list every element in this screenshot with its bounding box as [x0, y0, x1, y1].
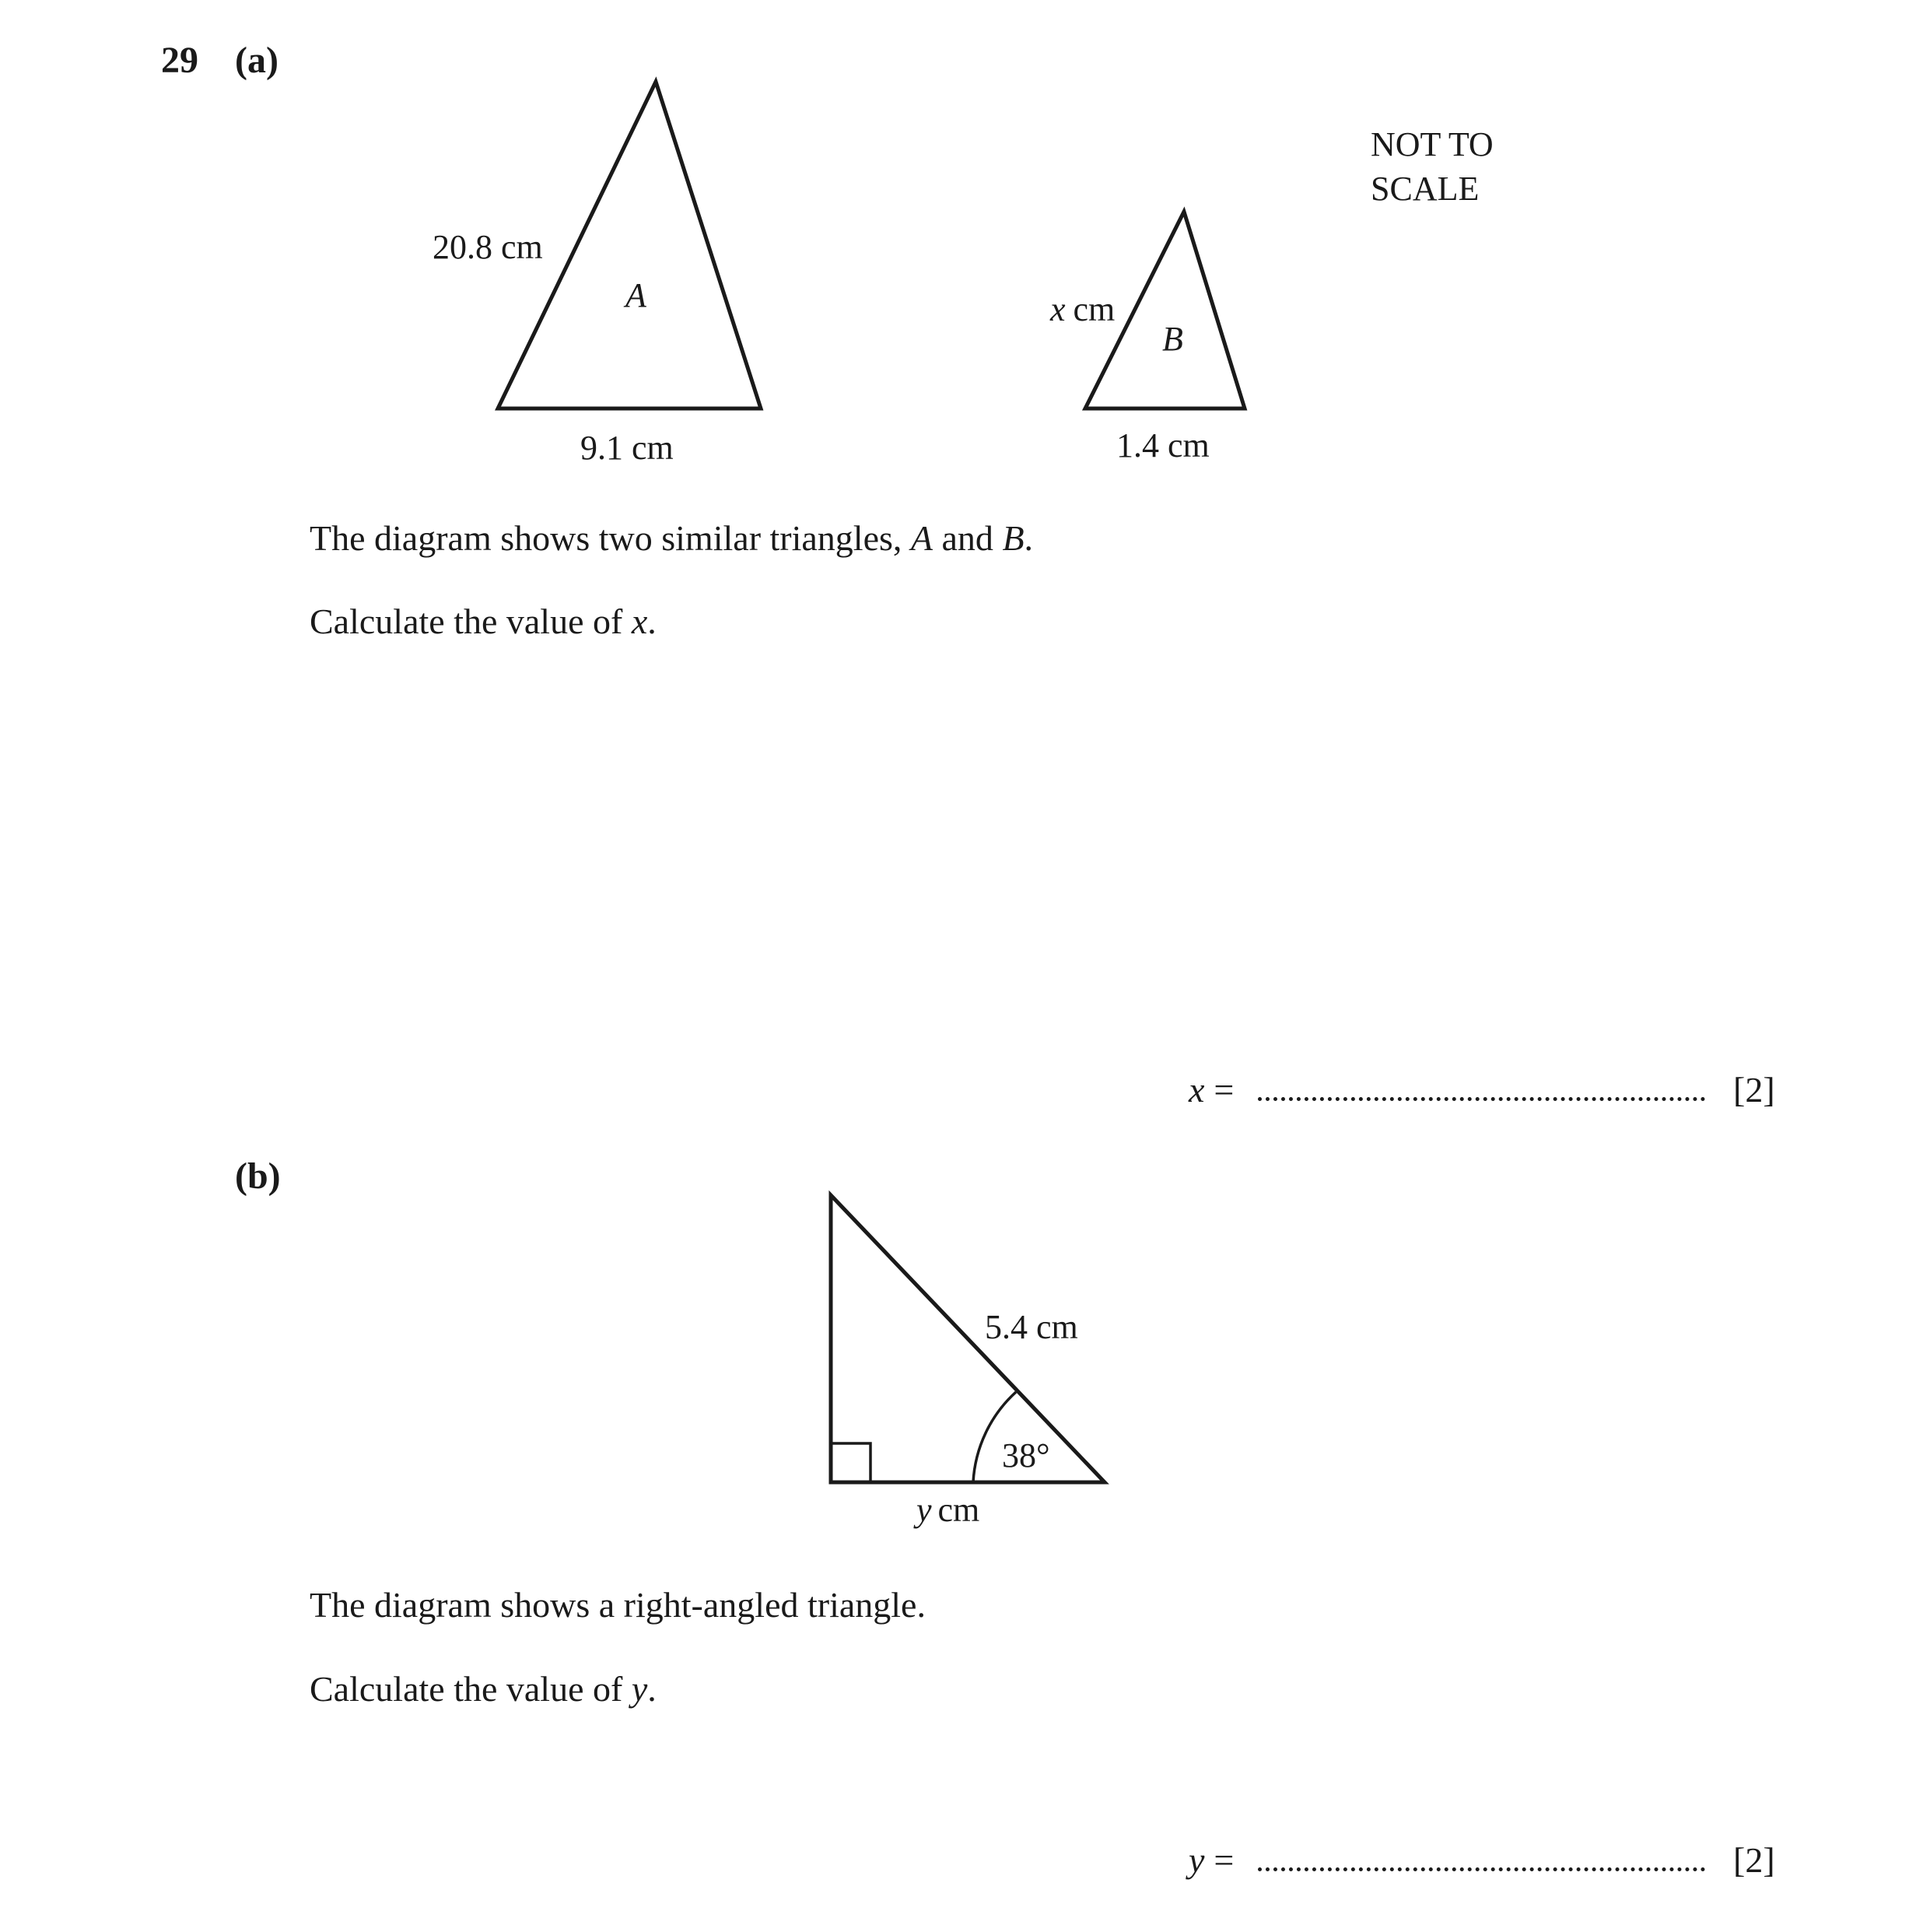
- part-b-text2: [310, 1671, 657, 1707]
- part-a-text2: [310, 601, 657, 641]
- part-b-answer-eq: =: [1214, 1840, 1235, 1880]
- part-a-text2-var: x: [631, 601, 648, 641]
- triangle-a-name: A: [625, 276, 646, 314]
- triangle-b-side-label: [1050, 290, 1116, 328]
- part-a-label: (a): [235, 40, 278, 81]
- question-number: 29: [161, 40, 198, 81]
- part-a-text1-mid: and: [933, 518, 1003, 558]
- right-angle-marker: [831, 1443, 870, 1482]
- part-b-angle-label: 38°: [1002, 1436, 1050, 1474]
- part-a-marks: [2]: [1733, 1070, 1775, 1110]
- part-a-answer-field[interactable]: [1258, 1097, 1705, 1101]
- part-a-text2-end: .: [647, 601, 657, 641]
- part-a-answer-eq: =: [1214, 1070, 1235, 1110]
- part-b-answer-label: [1189, 1840, 1235, 1880]
- triangle-a-side-label: 20.8 cm: [433, 228, 543, 266]
- part-b-answer-field[interactable]: [1258, 1867, 1705, 1871]
- part-a-answer-label: [1189, 1072, 1234, 1108]
- part-a-text1-b: B: [1002, 518, 1025, 558]
- part-b-hyp-label: 5.4 cm: [985, 1308, 1078, 1346]
- part-b-text2-end: .: [647, 1669, 657, 1709]
- part-a-text1: [310, 518, 1034, 558]
- triangle-b-base-label: 1.4 cm: [1116, 426, 1210, 465]
- triangle-b-side-unit: cm: [1073, 290, 1116, 328]
- part-b-text1: The diagram shows a right-angled triangle.: [310, 1585, 926, 1625]
- part-b-text2-var: y: [631, 1669, 648, 1709]
- part-a-text2-pre: Calculate the value of: [310, 601, 632, 641]
- part-a-answer-var: x: [1189, 1070, 1205, 1110]
- not-to-scale-line2: SCALE: [1371, 170, 1480, 208]
- part-a-text1-end: .: [1024, 518, 1034, 558]
- triangle-a-base-label: 9.1 cm: [580, 429, 674, 467]
- part-b-base-label: [916, 1493, 979, 1527]
- part-b-base-unit: cm: [937, 1491, 980, 1529]
- part-b-label: (b): [235, 1155, 281, 1197]
- part-b-answer-var: y: [1189, 1840, 1205, 1880]
- part-b-base-var: y: [916, 1491, 932, 1529]
- part-b-marks: [2]: [1733, 1840, 1775, 1880]
- not-to-scale-line1: NOT TO: [1371, 125, 1494, 163]
- part-a-text1-pre: The diagram shows two similar triangles,: [310, 518, 911, 558]
- part-b-text2-pre: Calculate the value of: [310, 1669, 632, 1709]
- triangle-b-name: B: [1162, 320, 1183, 358]
- part-a-text1-a: A: [910, 518, 933, 558]
- triangle-b-side-var: x: [1050, 290, 1066, 328]
